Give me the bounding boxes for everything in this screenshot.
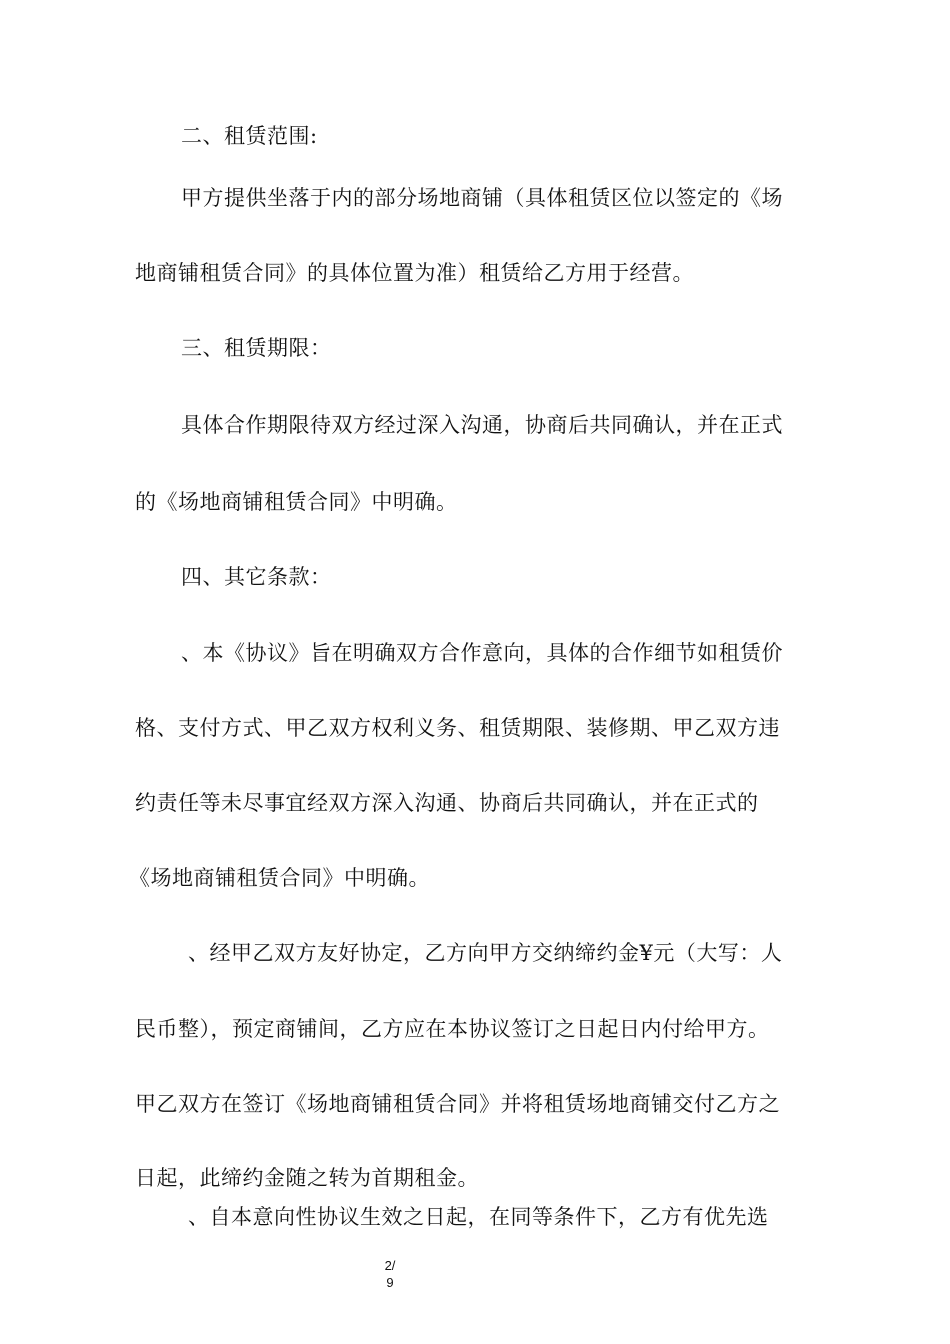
paragraph-line: 具体合作期限待双方经过深入沟通，协商后共同确认，并在正式 xyxy=(181,413,783,437)
section-heading-other-terms: 四、其它条款： xyxy=(181,565,332,589)
paragraph-line: 、经甲乙双方友好协定，乙方向甲方交纳缔约金¥元（大写：人 xyxy=(188,941,783,965)
paragraph-line: 甲乙双方在签订《场地商铺租赁合同》并将租赁场地商铺交付乙方之 xyxy=(135,1092,780,1116)
section-heading-lease-term: 三、租赁期限： xyxy=(181,336,332,360)
paragraph-line: 的《场地商铺租赁合同》中明确。 xyxy=(135,490,458,514)
paragraph-line: 日起，此缔约金随之转为首期租金。 xyxy=(135,1166,479,1190)
section-heading-lease-scope: 二、租赁范围: xyxy=(181,124,318,148)
paragraph-line: 约责任等未尽事宜经双方深入沟通、协商后共同确认，并在正式的 xyxy=(135,791,759,815)
paragraph-line: 《场地商铺租赁合同》中明确。 xyxy=(129,866,430,890)
paragraph-line: 民币整），预定商铺间，乙方应在本协议签订之日起日内付给甲方。 xyxy=(135,1017,770,1041)
paragraph-line: 格、支付方式、甲乙双方权利义务、租赁期限、装修期、甲乙双方违 xyxy=(135,716,780,740)
paragraph-line: 地商铺租赁合同》的具体位置为准）租赁给乙方用于经营。 xyxy=(135,261,694,285)
page-number-bottom: 9 xyxy=(386,1275,394,1290)
paragraph-line: 、本《协议》旨在明确双方合作意向，具体的合作细节如租赁价 xyxy=(181,641,783,665)
paragraph-line: 、自本意向性协议生效之日起，在同等条件下，乙方有优先选 xyxy=(188,1205,769,1229)
paragraph-line: 甲方提供坐落于内的部分场地商铺（具体租赁区位以签定的《场 xyxy=(181,186,783,210)
page-number-top: 2/ xyxy=(384,1258,396,1273)
